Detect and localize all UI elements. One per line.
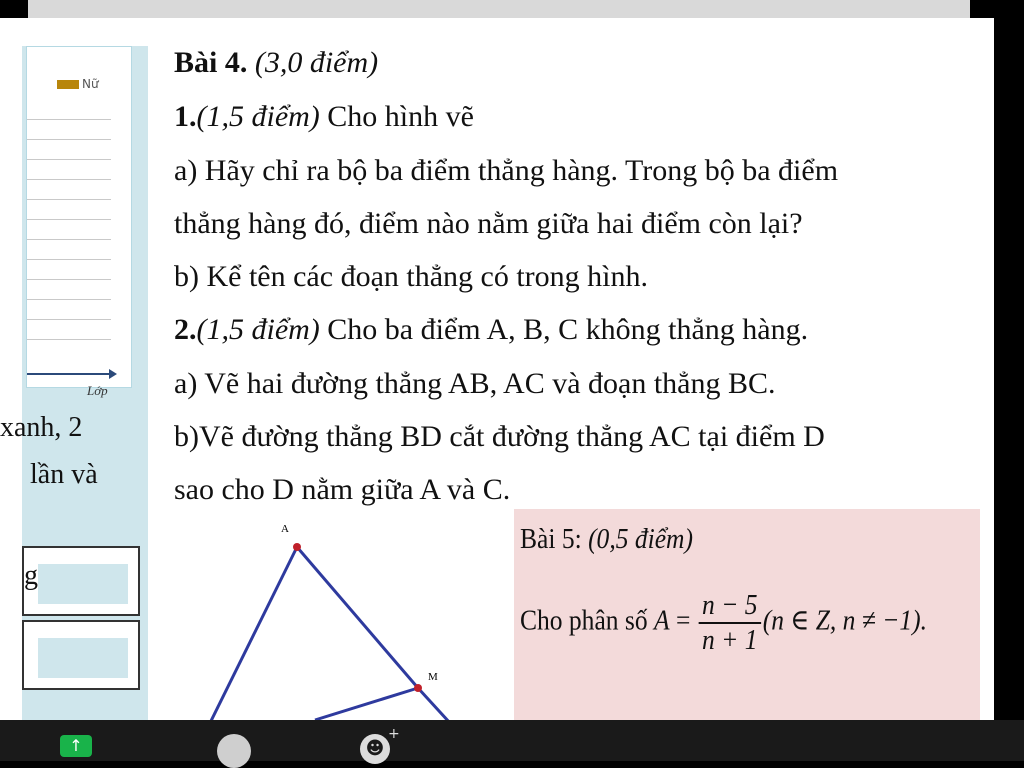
left-box xyxy=(22,546,140,616)
segment-to-m xyxy=(315,688,418,720)
geometry-figure xyxy=(150,518,510,720)
formula-prefix: Cho phân số xyxy=(520,604,654,637)
share-arrow-button[interactable]: ↑ xyxy=(60,735,92,757)
top-strip xyxy=(28,0,970,18)
grid-line xyxy=(27,199,111,200)
grid-line xyxy=(27,179,111,180)
part-number: 2. xyxy=(174,313,197,346)
grid-line xyxy=(27,299,111,300)
part-text: Cho hình vẽ xyxy=(319,100,474,133)
left-box-fill xyxy=(38,564,128,604)
bai5-formula xyxy=(520,589,927,657)
legend-swatch xyxy=(57,80,79,89)
legend-label: Nữ xyxy=(82,77,99,91)
doc-line: sao cho D nằm giữa A và C. xyxy=(174,473,511,506)
grid-line xyxy=(27,239,111,240)
fraction-numerator: n − 5 xyxy=(698,589,761,624)
bai5-points: (0,5 điểm) xyxy=(581,523,693,555)
doc-line: b)Vẽ đường thẳng BD cắt đường thẳng AC tại điểm D xyxy=(174,420,825,453)
doc-line-part1 xyxy=(174,100,474,134)
fraction-denominator: n + 1 xyxy=(702,624,758,656)
bai5-heading: Bài 5: xyxy=(520,523,582,555)
left-box-text: g xyxy=(24,560,38,591)
left-box-fill xyxy=(38,638,128,678)
grid-line xyxy=(27,319,111,320)
meeting-toolbar xyxy=(0,720,1024,761)
chart-legend xyxy=(57,77,99,91)
grid-line xyxy=(27,339,111,340)
heading-points: (3,0 điểm) xyxy=(247,46,379,79)
bai5-title xyxy=(520,523,693,556)
document-page xyxy=(0,18,994,720)
left-box xyxy=(22,620,140,690)
label-m: M xyxy=(428,671,438,683)
segment-a-left xyxy=(210,547,297,720)
doc-line: a) Hãy chỉ ra bộ ba điểm thẳng hàng. Trong bộ ba điểm xyxy=(174,154,839,187)
grid-line xyxy=(27,119,111,120)
part-text: Cho ba điểm A, B, C không thẳng hàng. xyxy=(319,313,809,346)
plus-icon: + xyxy=(388,726,400,742)
reaction-icon[interactable]: ☻ xyxy=(360,734,390,764)
formula-eq: = xyxy=(669,604,697,637)
geometry-svg xyxy=(150,518,510,720)
left-text-line: lần và xyxy=(30,459,98,490)
chart-x-axis xyxy=(27,373,111,375)
heading-bold: Bài 4. xyxy=(174,46,248,79)
part-points: (1,5 điểm) xyxy=(196,100,320,133)
part-points: (1,5 điểm) xyxy=(196,313,320,346)
formula-condition: (n ∈ Z, n ≠ −1). xyxy=(762,604,928,637)
grid-line xyxy=(27,159,111,160)
part-number: 1. xyxy=(174,100,197,133)
grid-line xyxy=(27,219,111,220)
fraction xyxy=(698,589,761,657)
left-chart xyxy=(26,46,132,398)
left-text-line: xanh, 2 xyxy=(0,412,83,443)
doc-line-bai4 xyxy=(174,46,378,80)
doc-line: thẳng hàng đó, điểm nào nằm giữa hai điểm còn lại? xyxy=(174,207,803,240)
axis-label: Lớp xyxy=(87,383,108,398)
formula-var: A xyxy=(653,604,670,637)
grid-line xyxy=(27,259,111,260)
doc-line: a) Vẽ hai đường thẳng AB, AC và đoạn thẳng BC. xyxy=(174,367,776,400)
point-m xyxy=(414,684,422,692)
bai5-box xyxy=(514,509,980,720)
grid-line xyxy=(27,279,111,280)
record-button[interactable] xyxy=(217,734,251,768)
doc-line-part2 xyxy=(174,313,808,347)
point-a xyxy=(293,543,301,551)
segment-a-m xyxy=(297,547,418,688)
doc-line: b) Kể tên các đoạn thẳng có trong hình. xyxy=(174,260,649,293)
label-a: A xyxy=(281,523,289,535)
segment-m-down xyxy=(418,688,450,720)
grid-line xyxy=(27,139,111,140)
